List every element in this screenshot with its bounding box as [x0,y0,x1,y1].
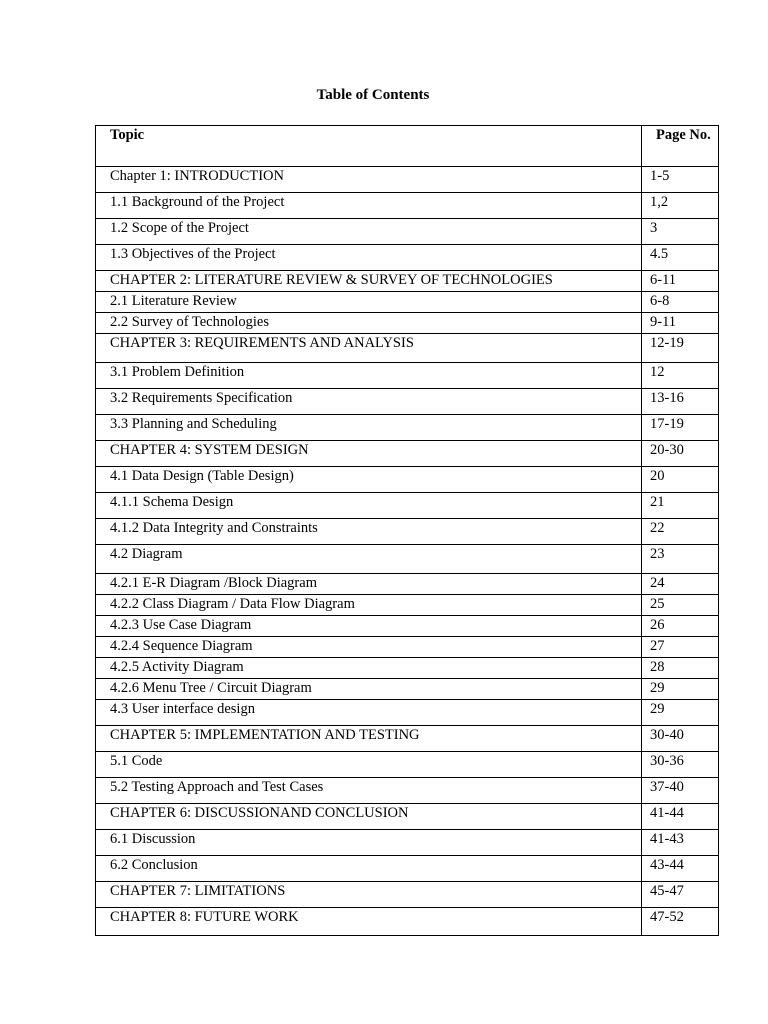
toc-row-chapter-4 [96,441,719,467]
toc-topic: 1.1 Background of the Project [96,193,642,219]
toc-topic: 5.1 Code [96,752,642,778]
toc-row [96,574,719,595]
toc-topic: 4.3 User interface design [96,700,642,726]
toc-topic: CHAPTER 3: REQUIREMENTS AND ANALYSIS [96,334,642,363]
toc-topic: 6.2 Conclusion [96,856,642,882]
toc-topic: 4.2.1 E-R Diagram /Block Diagram [96,574,642,595]
toc-row [96,752,719,778]
toc-page: 20 [642,467,719,493]
toc-topic: 4.1 Data Design (Table Design) [96,467,642,493]
toc-topic: 1.3 Objectives of the Project [96,245,642,271]
toc-row [96,637,719,658]
toc-topic: 3.2 Requirements Specification [96,389,642,415]
toc-row [96,658,719,679]
toc-page: 29 [642,679,719,700]
toc-topic: 6.1 Discussion [96,830,642,856]
toc-page: 41-44 [642,804,719,830]
page-title: Table of Contents [316,87,430,103]
toc-row [96,415,719,441]
toc-page: 47-52 [642,908,719,936]
toc-topic: 4.2 Diagram [96,545,642,574]
toc-page: 25 [642,595,719,616]
toc-topic: CHAPTER 7: LIMITATIONS [96,882,642,908]
toc-row-chapter-1 [96,167,719,193]
toc-page: 30-36 [642,752,719,778]
toc-topic: 5.2 Testing Approach and Test Cases [96,778,642,804]
toc-topic: CHAPTER 6: DISCUSSIONAND CONCLUSION [96,804,642,830]
toc-page: 37-40 [642,778,719,804]
toc-row [96,679,719,700]
toc-page: 22 [642,519,719,545]
toc-topic: CHAPTER 5: IMPLEMENTATION AND TESTING [96,726,642,752]
toc-page: 23 [642,545,719,574]
toc-row [96,778,719,804]
toc-page: 4.5 [642,245,719,271]
toc-row [96,616,719,637]
page-column-header: Page No. [642,126,719,167]
toc-page: 45-47 [642,882,719,908]
toc-page: 6-11 [642,271,719,292]
toc-topic: Chapter 1: INTRODUCTION [96,167,642,193]
toc-row [96,313,719,334]
toc-topic: 3.3 Planning and Scheduling [96,415,642,441]
toc-page: 12 [642,363,719,389]
toc-row [96,700,719,726]
toc-row [96,519,719,545]
toc-page: 1,2 [642,193,719,219]
toc-page: 9-11 [642,313,719,334]
toc-topic: 4.2.2 Class Diagram / Data Flow Diagram [96,595,642,616]
toc-row [96,389,719,415]
toc-page: 29 [642,700,719,726]
toc-row [96,856,719,882]
toc-topic: 2.2 Survey of Technologies [96,313,642,334]
toc-page: 20-30 [642,441,719,467]
toc-topic: 3.1 Problem Definition [96,363,642,389]
toc-topic: 4.2.5 Activity Diagram [96,658,642,679]
toc-page: 24 [642,574,719,595]
toc-page: 27 [642,637,719,658]
toc-page: 21 [642,493,719,519]
toc-topic: 4.1.2 Data Integrity and Constraints [96,519,642,545]
toc-page: 13-16 [642,389,719,415]
toc-topic: CHAPTER 2: LITERATURE REVIEW & SURVEY OF TECHNOLOGIES [96,271,642,292]
toc-row [96,245,719,271]
toc-row-chapter-8 [96,908,719,936]
toc-topic: 4.2.4 Sequence Diagram [96,637,642,658]
toc-page: 26 [642,616,719,637]
toc-topic: 4.1.1 Schema Design [96,493,642,519]
toc-page: 43-44 [642,856,719,882]
toc-topic: 1.2 Scope of the Project [96,219,642,245]
toc-row [96,595,719,616]
toc-topic: 4.2.6 Menu Tree / Circuit Diagram [96,679,642,700]
toc-page: 1-5 [642,167,719,193]
topic-column-header: Topic [96,126,642,167]
toc-row-chapter-5 [96,726,719,752]
toc-topic: CHAPTER 8: FUTURE WORK [96,908,642,936]
toc-row-chapter-6 [96,804,719,830]
toc-page: 28 [642,658,719,679]
toc-page: 12-19 [642,334,719,363]
toc-topic: CHAPTER 4: SYSTEM DESIGN [96,441,642,467]
toc-row [96,830,719,856]
toc-page: 3 [642,219,719,245]
toc-topic: 4.2.3 Use Case Diagram [96,616,642,637]
toc-row [96,292,719,313]
toc-page: 30-40 [642,726,719,752]
toc-row-chapter-3 [96,334,719,363]
toc-row-chapter-2 [96,271,719,292]
toc-row [96,219,719,245]
toc-header-row [96,126,719,167]
toc-row [96,193,719,219]
toc-page: 6-8 [642,292,719,313]
toc-table [95,125,719,936]
toc-row-chapter-7 [96,882,719,908]
toc-row [96,493,719,519]
toc-page: 41-43 [642,830,719,856]
toc-row [96,467,719,493]
toc-page: 17-19 [642,415,719,441]
toc-row [96,545,719,574]
toc-topic: 2.1 Literature Review [96,292,642,313]
toc-row [96,363,719,389]
